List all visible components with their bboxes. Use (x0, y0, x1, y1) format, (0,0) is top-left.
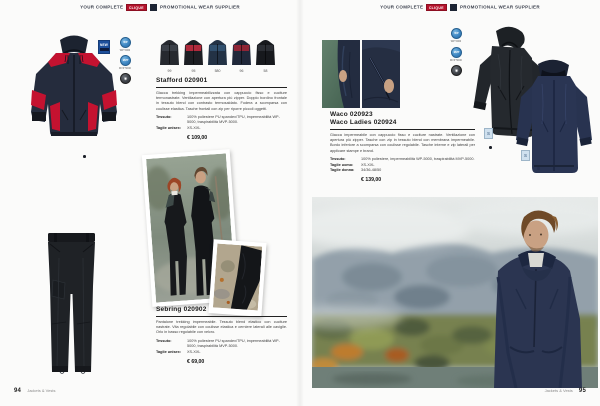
product-description: Giacca trekking impermeabilizzata con cappuccio fisso e cuciture termonastrate. Ventilazione con apertura più zipper. Doppio bordino frontale in tessuto blend con contrasto termosaldato. Fodera a scomparsa con coulisse elastica. Tasche frontali con zip per riporre piccoli oggetti. (156, 90, 287, 111)
product-waco (330, 111, 475, 183)
waterproof-icon: WP (451, 28, 462, 39)
breathability-icon: MVP (120, 55, 131, 66)
taped-seams-icon: ✳ (451, 65, 462, 76)
product-stafford (156, 77, 287, 141)
spec-fabric: Tessuto: 100% poliestere PU spandex/TPU, impermeabilità WP-5000, traspirabilità MVP-5000. (156, 114, 280, 125)
product-code-ladies: 020924 (373, 119, 397, 127)
product-specs (156, 339, 287, 356)
clique-logo: CLIQUE (126, 4, 147, 11)
header-suffix: PROMOTIONAL WEAR SUPPLIER (159, 4, 240, 10)
variant-thumb (158, 38, 181, 68)
product-price: € 109,00 (187, 134, 208, 141)
product-name: Sebring (156, 306, 182, 313)
page-gutter (296, 0, 304, 406)
page-number: 94 (14, 388, 22, 394)
page-number: 95 (578, 388, 586, 394)
color-dot (489, 146, 492, 149)
new-badge-stripe (100, 48, 109, 51)
spec-fabric: Tessuto: 100% poliestere, impermeabilità WP-5000, traspirabilità MVP-5000. (330, 157, 475, 161)
variant-thumb (182, 38, 205, 68)
brand-logo-icon (150, 4, 157, 11)
spec-sizes: Taglie unisex: XS-XXL (156, 125, 201, 130)
product-name: Waco (330, 111, 348, 118)
spec-sizes-women: Taglie donna: 34/36-48/50 (330, 168, 382, 172)
product-sebring (156, 306, 287, 365)
size-tag: S (484, 128, 493, 139)
header-suffix: PROMOTIONAL WEAR SUPPLIER (459, 4, 540, 10)
variant-code: 58 (263, 69, 268, 73)
waco-detail-photo-1 (322, 40, 360, 108)
variant-thumb (230, 38, 253, 68)
product-name: Stafford (156, 77, 183, 84)
footer-left (14, 388, 55, 394)
breathability-label: MVP 5000 (119, 67, 131, 70)
product-title (156, 77, 287, 88)
spec-fabric: Tessuto: 100% poliestere PU spandex/TPU, impermeabilità WP-5000, traspirabilità MVP-5000. (156, 338, 280, 349)
product-code: 020901 (184, 77, 208, 84)
product-specs (330, 157, 475, 174)
product-description: Pantalone trekking impermeabile. Tessuto blend elastico con cuciture nastrate. Vita regolabile con coulisse elastica e cerniere laterali alle caviglie. Orlo in basso regolabile con velcro. (156, 319, 287, 335)
product-code: 020923 (349, 111, 373, 118)
header-prefix: YOUR COMPLETE (380, 4, 424, 10)
variant-code: 95 (191, 69, 196, 73)
variant-code: 99 (167, 69, 172, 73)
brand-logo-icon (450, 4, 457, 11)
waterproof-label: WP 5000 (450, 40, 462, 43)
size-tag: S (521, 150, 530, 161)
spec-sizes: Taglie unisex: XS-XXL (156, 349, 201, 354)
variant-thumb (254, 38, 277, 68)
breathability-label: MVP 5000 (450, 59, 462, 62)
new-badge (98, 40, 110, 54)
product-description: Giacca impermeabile con cappuccio fisso e cuciture nastrate. Ventilazione con apertura più zipper. Tasche con zip in tessuto blend con membrana impermeabile. Bordo inferiore a scomparsa con coulisse regolabile. Tasche interne e zip laterali per applicare stampe e brand. (330, 132, 475, 153)
waterproof-icon: WP (120, 37, 131, 48)
header-right (310, 4, 600, 11)
variant-code: 96 (239, 69, 244, 73)
color-dot (83, 155, 86, 158)
waterproof-label: WP 5000 (119, 49, 131, 52)
breathability-icon: MVP (451, 47, 462, 58)
product-price: € 69,00 (187, 358, 205, 365)
variant-thumb (206, 38, 229, 68)
product-code: 020902 (183, 306, 207, 313)
section-label: Jackets & Vests (544, 388, 573, 393)
product-name-ladies: Waco Ladies (330, 119, 372, 127)
product-price: € 139,00 (361, 177, 382, 183)
lifestyle-photo-man (312, 197, 598, 388)
clique-logo: CLIQUE (426, 4, 447, 11)
sebring-trousers-image (28, 228, 115, 378)
section-label: Jackets & Vests (27, 388, 56, 393)
variant-code: 580 (214, 69, 221, 73)
footer-right (420, 388, 586, 394)
taped-seams-icon: ✳ (120, 73, 131, 84)
product-title (156, 306, 287, 317)
color-dot (537, 167, 540, 170)
product-title (330, 111, 475, 130)
header-left (10, 4, 310, 11)
waco-detail-photo-2 (362, 40, 400, 108)
new-badge-label: NEW (99, 43, 109, 47)
header-prefix: YOUR COMPLETE (80, 4, 124, 10)
product-specs (156, 115, 287, 132)
spec-sizes-men: Taglie uomo: XS-XXL (330, 162, 375, 167)
